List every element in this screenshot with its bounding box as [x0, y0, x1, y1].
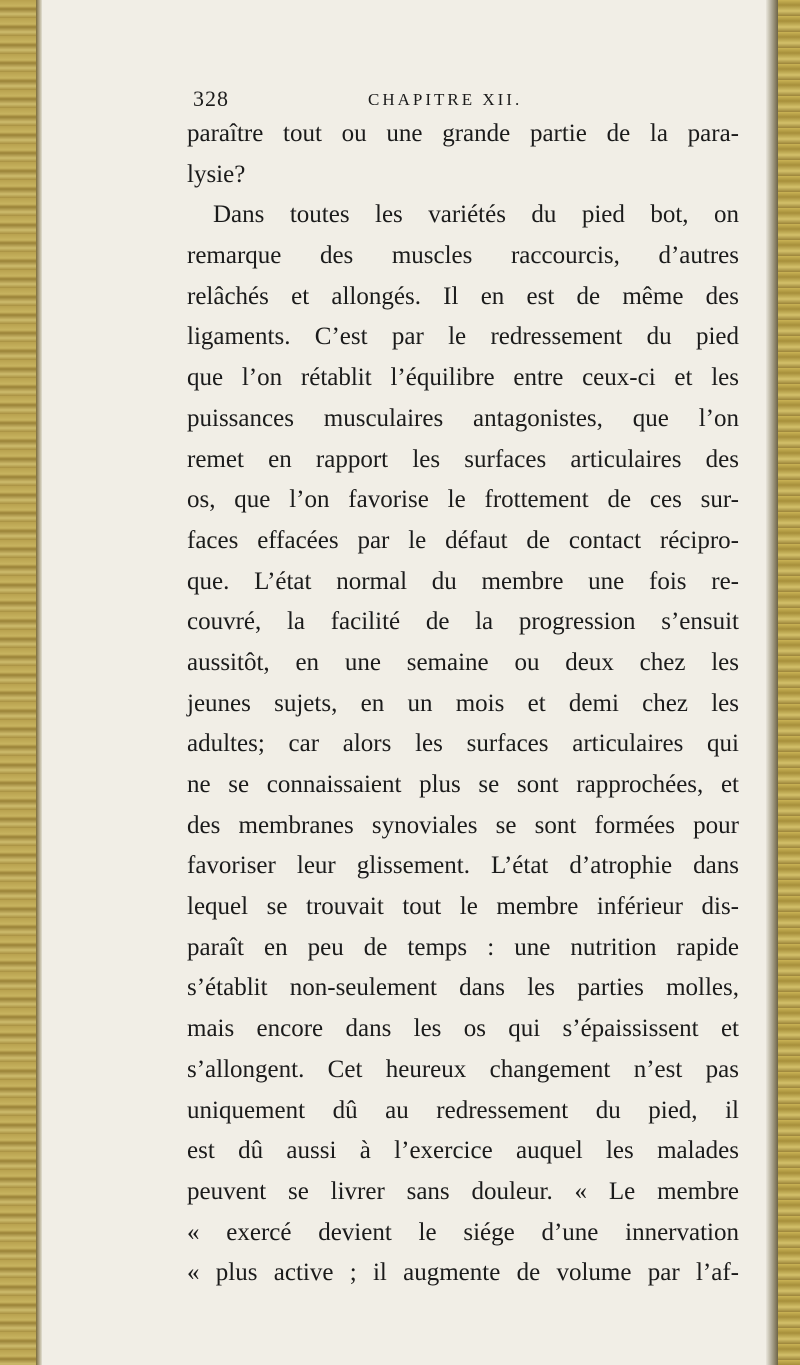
text-line: paraître tout ou une grande partie de la para- [187, 120, 739, 147]
book-binding-right [778, 0, 800, 1365]
text-line: lequel se trouvait tout le membre inférieur dis- [187, 893, 739, 921]
running-head: CHAPITRE XII. [368, 90, 523, 109]
page-number: 328 [193, 86, 229, 111]
text-line: lysie? [187, 160, 246, 188]
text-line: relâchés et allongés. Il en est de même des [187, 282, 739, 310]
text-line: uniquement dû au redressement du pied, il [187, 1096, 739, 1124]
text-line: est dû aussi à l’exercice auquel les malades [187, 1137, 739, 1165]
text-line: remet en rapport les surfaces articulaires des [187, 445, 739, 473]
text-line: remarque des muscles raccourcis, d’autres [187, 242, 739, 270]
text-line: os, que l’on favorise le frottement de ces sur- [187, 486, 739, 514]
text-line: peuvent se livrer sans douleur. « Le membre [187, 1177, 739, 1205]
text-line: faces effacées par le défaut de contact récipro- [187, 526, 739, 554]
text-line: s’allongent. Cet heureux changement n’est pas [187, 1055, 739, 1083]
text-line: favoriser leur glissement. L’état d’atrophie dans [187, 852, 739, 880]
text-line: ne se connaissaient plus se sont rapprochées, et [187, 771, 739, 798]
page-edge-shadow [766, 0, 778, 1365]
text-line: ligaments. C’est par le redressement du pied [187, 323, 739, 351]
body-text [187, 114, 739, 1294]
text-line: des membranes synoviales se sont formées pour [187, 811, 739, 839]
text-line: « exercé devient le siége d’une innervation [187, 1218, 739, 1246]
text-line: s’établit non-seulement dans les parties molles, [187, 974, 739, 1002]
text-line: aussitôt, en une semaine ou deux chez les [187, 648, 739, 676]
text-line: puissances musculaires antagonistes, que l’on [187, 404, 739, 432]
text-line: « plus active ; il augmente de volume par l’af- [187, 1259, 739, 1287]
page-gutter-shadow [36, 0, 42, 1365]
text-line: que. L’état normal du membre une fois re- [187, 567, 739, 595]
text-line: couvré, la facilité de la progression s’ensuit [187, 608, 739, 636]
text-line: Dans toutes les variétés du pied bot, on [213, 201, 739, 229]
text-line: mais encore dans les os qui s’épaississent et [187, 1015, 739, 1043]
text-line: que l’on rétablit l’équilibre entre ceux-ci et les [187, 364, 739, 392]
text-line: jeunes sujets, en un mois et demi chez les [187, 689, 739, 717]
text-line: adultes; car alors les surfaces articulaires qui [187, 730, 739, 758]
book-binding-left [0, 0, 36, 1365]
text-line: paraît en peu de temps : une nutrition rapide [187, 933, 739, 961]
